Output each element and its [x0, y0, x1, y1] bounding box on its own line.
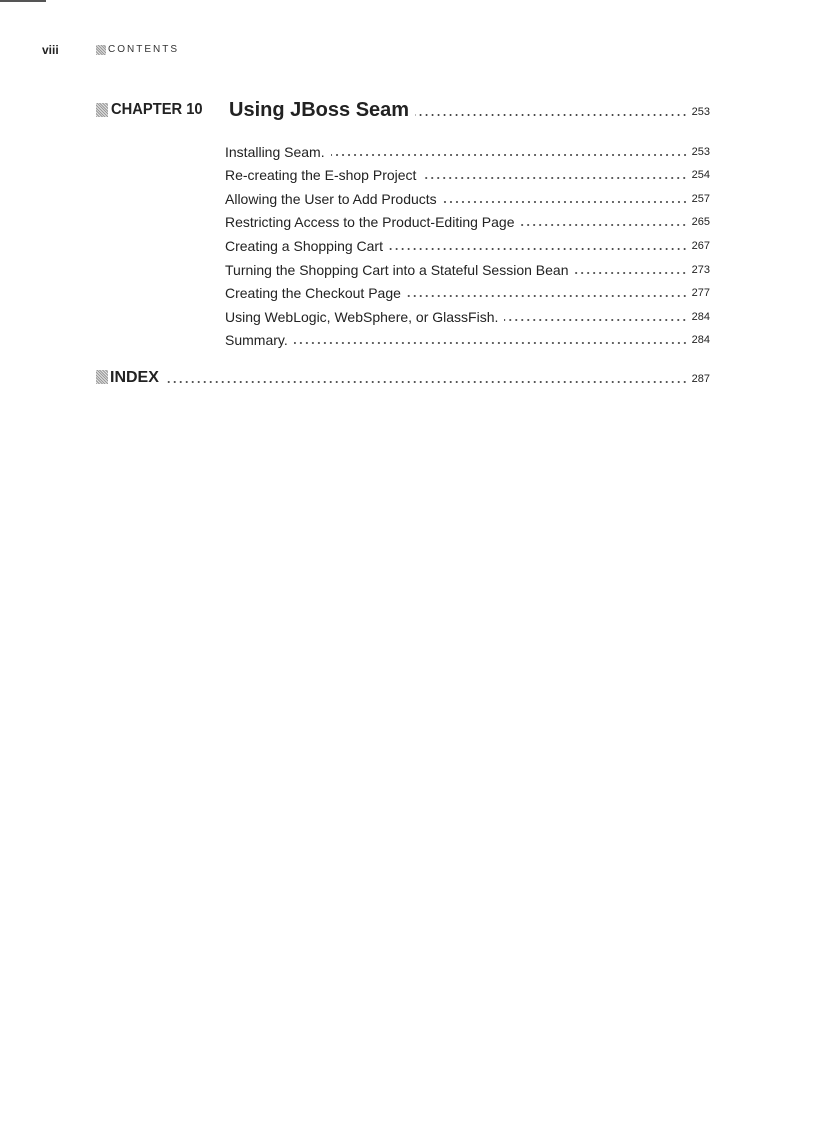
toc-entry[interactable] [225, 161, 710, 185]
toc-entry[interactable] [225, 279, 710, 303]
dot-leader [443, 201, 688, 203]
toc-entry[interactable] [225, 302, 710, 326]
toc-entry[interactable] [225, 137, 710, 161]
index-title: INDEX [110, 369, 159, 386]
toc-entry-page: 267 [691, 239, 710, 252]
toc-entry[interactable] [225, 326, 710, 350]
running-head [42, 42, 59, 58]
dot-leader [407, 295, 688, 297]
chapter-page-number: 253 [691, 106, 710, 118]
toc-entry-title: Restricting Access to the Product-Editing Page [225, 214, 515, 231]
toc-entry-page: 254 [691, 169, 710, 182]
toc-entries [225, 137, 710, 349]
toc-entry-title: Turning the Shopping Cart into a Stateful Session Bean [225, 261, 569, 278]
toc-entry-page: 257 [691, 192, 710, 205]
running-head-section-label: CONTENTS [108, 44, 179, 55]
hatch-marker-icon [96, 103, 108, 117]
toc-entry-title: Summary. [225, 332, 288, 349]
toc-entry-title: Using WebLogic, WebSphere, or GlassFish. [225, 308, 499, 325]
dot-leader [422, 177, 687, 179]
toc-entry-title: Installing Seam. [225, 143, 325, 160]
index-entry[interactable] [96, 366, 710, 388]
top-rule [0, 0, 46, 2]
toc-entry-page: 284 [691, 310, 710, 323]
dot-leader [331, 154, 688, 156]
toc-entry-title: Creating a Shopping Cart [225, 237, 383, 254]
chapter-title-row [229, 98, 710, 122]
toc-entry-page: 265 [691, 216, 710, 229]
toc-entry-title: Creating the Checkout Page [225, 285, 401, 302]
toc-entry-title: Allowing the User to Add Products [225, 190, 437, 207]
toc-entry-page: 253 [691, 145, 710, 158]
chapter-heading [96, 94, 710, 122]
dot-leader [294, 342, 688, 344]
hatch-marker-icon [96, 370, 108, 384]
running-head-section [96, 44, 179, 55]
hatch-marker-icon [96, 45, 106, 55]
toc-entry-title: Re-creating the E-shop Project [225, 167, 417, 184]
dot-leader [520, 224, 687, 226]
toc-entry-page: 284 [691, 334, 710, 347]
toc-entry-page: 277 [691, 287, 710, 300]
chapter-label: CHAPTER 10 [111, 101, 203, 118]
dot-leader [504, 319, 687, 321]
toc-entry[interactable] [225, 208, 710, 232]
chapter-title: Using JBoss Seam [229, 99, 410, 121]
page-folio: viii [42, 43, 59, 57]
dot-leader [574, 272, 687, 274]
dot-leader [165, 381, 688, 383]
index-page-number: 287 [691, 373, 710, 385]
dot-leader [389, 248, 688, 250]
toc-entry[interactable] [225, 184, 710, 208]
toc-entry[interactable] [225, 255, 710, 279]
toc-entry[interactable] [225, 231, 710, 255]
dot-leader [415, 114, 688, 116]
toc-entry-page: 273 [691, 263, 710, 276]
